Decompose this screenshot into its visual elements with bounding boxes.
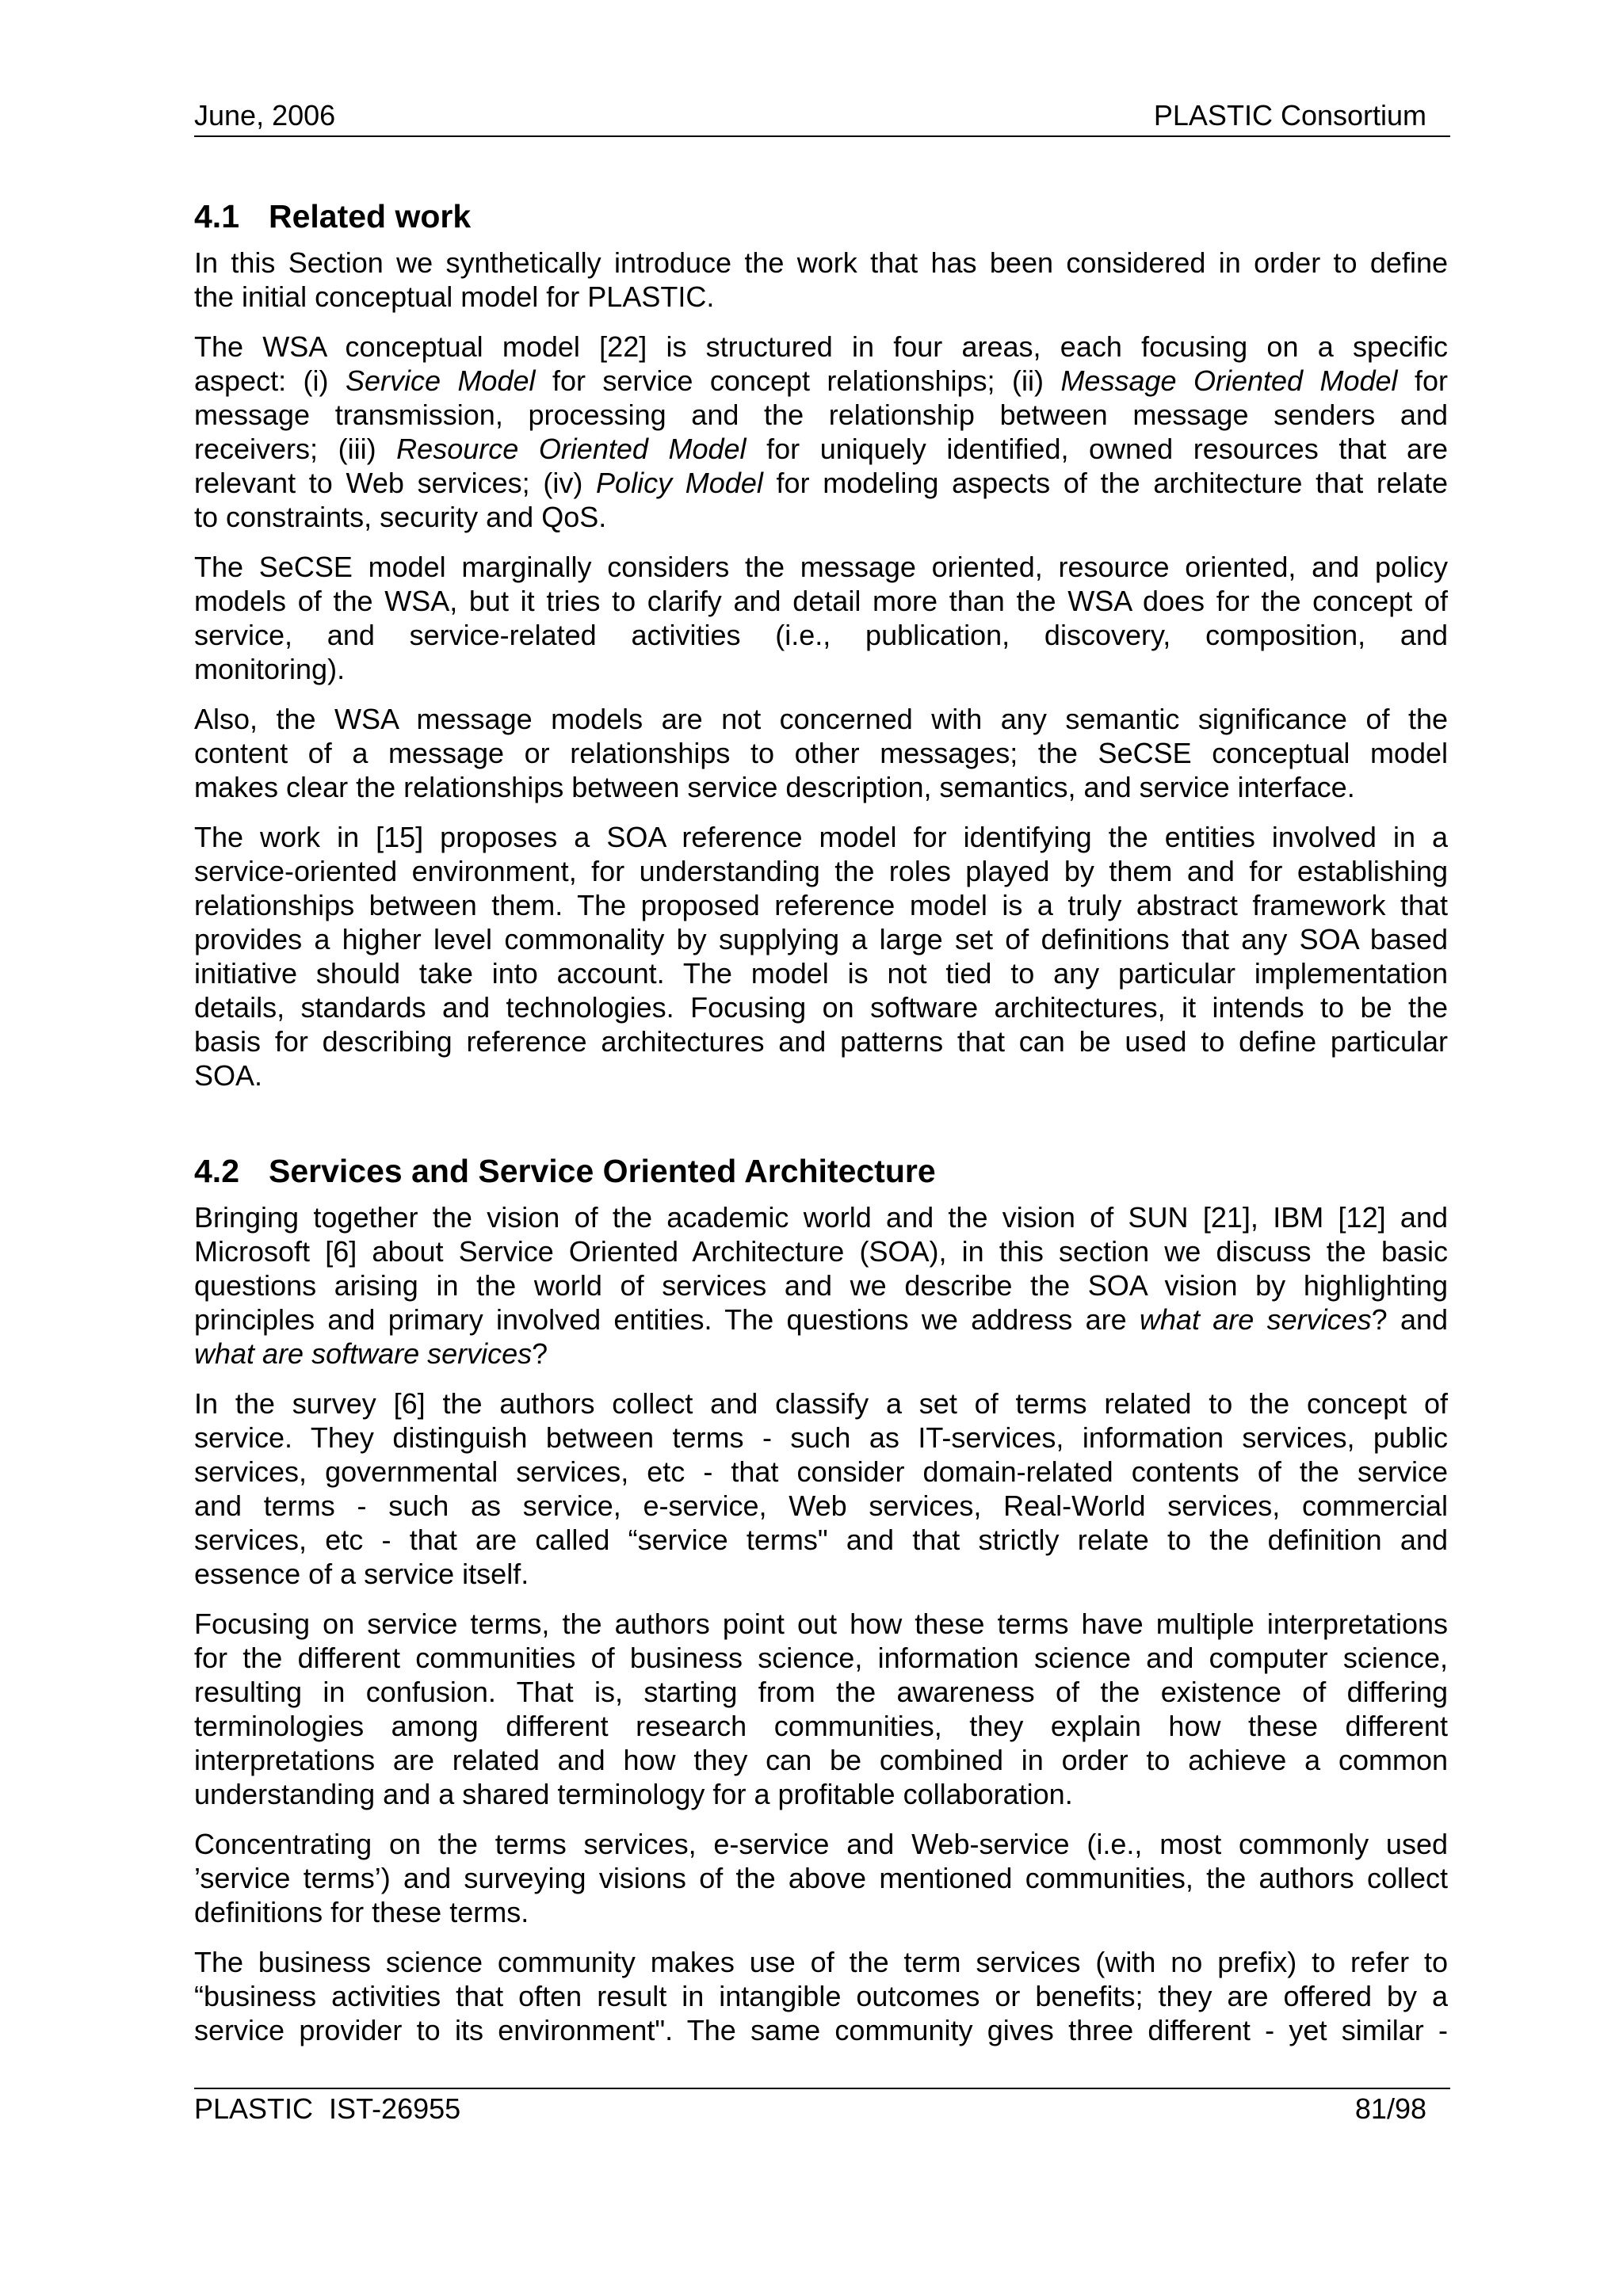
text-run: initiative should take into account. The model is not tied to any particular implementation	[194, 957, 1448, 990]
page-number: 81/98	[1354, 2092, 1426, 2125]
text-run: The work in [15] proposes a SOA reference model for identifying the entities involved in a	[194, 821, 1448, 853]
text-run: ?	[532, 1337, 548, 1370]
text-line	[194, 1861, 1448, 1895]
paragraph	[194, 1386, 1448, 1591]
text-line	[194, 854, 1448, 888]
text-run: The WSA conceptual model [22] is structured in four areas, each focusing on a specific	[194, 330, 1448, 363]
text-line	[194, 1557, 1448, 1591]
text-run: service-oriented environment, for understanding the roles played by them and for establishing	[194, 855, 1448, 887]
text-run: In the survey [6] the authors collect and classify a set of terms related to the concept of	[194, 1387, 1448, 1420]
text-run: and terms - such as service, e-service, Web services, Real-World services, commercial	[194, 1489, 1448, 1522]
text-line	[194, 1641, 1448, 1675]
text-run: relevant to Web services; (iv)	[194, 467, 597, 499]
text-line	[194, 330, 1448, 364]
text-line	[194, 1489, 1448, 1523]
text-run: The SeCSE model marginally considers the message oriented, resource oriented, and policy	[194, 551, 1448, 583]
section-heading	[194, 1151, 1448, 1191]
footer-divider	[194, 2088, 1450, 2089]
text-run: Bringing together the vision of the academic world and the vision of SUN [21], IBM [12] and	[194, 1201, 1448, 1234]
section-paragraphs	[194, 1200, 1448, 2047]
text-run: ? and	[1371, 1303, 1449, 1336]
text-run: basis for describing reference architectures and patterns that can be used to define particular	[194, 1025, 1448, 1058]
italic-term: what are software services	[194, 1337, 533, 1370]
text-line	[194, 702, 1448, 736]
text-line	[194, 1337, 1448, 1371]
text-line	[194, 956, 1448, 990]
text-run: SOA.	[194, 1059, 263, 1092]
italic-term: what are services	[1139, 1303, 1372, 1336]
section-title: Services and Service Oriented Architecture	[269, 1153, 936, 1189]
text-line	[194, 1268, 1448, 1302]
text-line	[194, 432, 1448, 466]
text-run: receivers; (iii)	[194, 433, 397, 465]
paragraph	[194, 1200, 1448, 1371]
text-line	[194, 584, 1448, 618]
text-line	[194, 820, 1448, 854]
text-line	[194, 888, 1448, 922]
section-number: 4.2	[194, 1153, 239, 1189]
text-run: principles and primary involved entities. The questions we address are	[194, 1303, 1140, 1336]
paragraph	[194, 246, 1448, 314]
text-line	[194, 1979, 1448, 2013]
text-line	[194, 1455, 1448, 1489]
italic-term: Policy Model	[596, 467, 763, 499]
section-number: 4.1	[194, 198, 239, 235]
italic-term: Service Model	[345, 364, 536, 397]
text-line	[194, 500, 1448, 534]
text-run: for modeling aspects of the architecture that relate	[762, 467, 1448, 499]
section-4-2	[194, 1151, 1448, 2047]
text-line	[194, 246, 1448, 280]
text-run: models of the WSA, but it tries to clarify and detail more than the WSA does for the concept of	[194, 585, 1448, 617]
header-date: June, 2006	[194, 99, 336, 132]
text-run: services, governmental services, etc - that consider domain-related contents of the service	[194, 1455, 1448, 1488]
text-run: interpretations are related and how they can be combined in order to achieve a common	[194, 1744, 1448, 1776]
text-line	[194, 1675, 1448, 1709]
text-run: relationships between them. The proposed reference model is a truly abstract framework that	[194, 889, 1448, 921]
text-line	[194, 550, 1448, 584]
paragraph	[194, 1945, 1448, 2047]
text-run: Also, the WSA message models are not concerned with any semantic significance of the	[194, 703, 1448, 735]
text-line	[194, 990, 1448, 1024]
text-line	[194, 770, 1448, 804]
text-line	[194, 2013, 1448, 2047]
text-line	[194, 1024, 1448, 1058]
italic-term: Message Oriented Model	[1060, 364, 1398, 397]
text-line	[194, 1827, 1448, 1861]
text-line	[194, 364, 1448, 398]
paragraph	[194, 820, 1448, 1093]
running-header	[194, 98, 1426, 133]
text-run: “business activities that often result in intangible outcomes or benefits; they are offered by a	[194, 1980, 1448, 2012]
text-run: Focusing on service terms, the authors point out how these terms have multiple interpretations	[194, 1608, 1448, 1640]
text-run: service provider to its environment". The same community gives three different - yet similar -	[194, 2014, 1448, 2046]
text-run: aspect: (i)	[194, 364, 346, 397]
text-run: The business science community makes use of the term services (with no prefix) to refer to	[194, 1946, 1448, 1978]
section-paragraphs	[194, 246, 1448, 1093]
text-run: content of a message or relationships to other messages; the SeCSE conceptual model	[194, 737, 1448, 769]
text-run: service. They distinguish between terms - such as IT-services, information services, public	[194, 1421, 1448, 1454]
text-run: definitions for these terms.	[194, 1896, 529, 1928]
text-line	[194, 1945, 1448, 1979]
paragraph	[194, 1827, 1448, 1929]
text-run: questions arising in the world of services and we describe the SOA vision by highlighting	[194, 1269, 1448, 1302]
header-divider	[194, 135, 1450, 137]
section-4-1	[194, 196, 1448, 1093]
text-run: for	[1397, 364, 1449, 397]
text-run: to constraints, security and QoS.	[194, 501, 607, 533]
text-run: services, etc - that are called “service terms" and that strictly relate to the definition and	[194, 1524, 1448, 1556]
text-run: the initial conceptual model for PLASTIC.	[194, 280, 715, 313]
text-line	[194, 1607, 1448, 1641]
text-line	[194, 1302, 1448, 1337]
text-run: terminologies among different research communities, they explain how these different	[194, 1710, 1448, 1742]
text-line	[194, 1709, 1448, 1743]
text-run: for uniquely identified, owned resources that are	[746, 433, 1449, 465]
text-run: message transmission, processing and the relationship between message senders and	[194, 399, 1448, 431]
section-title: Related work	[269, 198, 472, 235]
text-run: Microsoft [6] about Service Oriented Architecture (SOA), in this section we discuss the basic	[194, 1235, 1448, 1268]
text-line	[194, 1386, 1448, 1421]
italic-term: Resource Oriented Model	[396, 433, 747, 465]
text-line	[194, 618, 1448, 652]
text-run: In this Section we synthetically introduce the work that has been considered in order to define	[194, 246, 1448, 279]
text-line	[194, 280, 1448, 314]
paragraph	[194, 702, 1448, 804]
text-run: provides a higher level commonality by supplying a large set of definitions that any SOA based	[194, 923, 1448, 955]
text-line	[194, 1895, 1448, 1929]
text-line	[194, 922, 1448, 956]
text-run: for service concept relationships; (ii)	[535, 364, 1061, 397]
text-run: monitoring).	[194, 653, 346, 685]
text-run: makes clear the relationships between service description, semantics, and service interface.	[194, 771, 1355, 803]
text-line	[194, 398, 1448, 432]
text-run: understanding and a shared terminology for a profitable collaboration.	[194, 1778, 1073, 1810]
text-line	[194, 652, 1448, 686]
text-line	[194, 736, 1448, 770]
text-run: ’service terms’) and surveying visions of the above mentioned communities, the authors collect	[194, 1862, 1448, 1894]
text-run: Concentrating on the terms services, e-service and Web-service (i.e., most commonly used	[194, 1828, 1448, 1860]
text-line	[194, 1777, 1448, 1811]
text-run: details, standards and technologies. Focusing on software architectures, it intends to be the	[194, 991, 1448, 1024]
header-consortium: PLASTIC Consortium	[1153, 99, 1426, 132]
running-footer	[194, 2092, 1426, 2126]
text-line	[194, 1200, 1448, 1234]
text-run: for the different communities of business science, information science and computer science,	[194, 1642, 1448, 1674]
text-line	[194, 1743, 1448, 1777]
paragraph	[194, 550, 1448, 686]
text-line	[194, 466, 1448, 500]
text-line	[194, 1234, 1448, 1268]
text-line	[194, 1523, 1448, 1557]
text-run: essence of a service itself.	[194, 1558, 529, 1590]
footer-project-id: PLASTIC IST-26955	[194, 2092, 461, 2125]
section-heading	[194, 196, 1448, 236]
text-line	[194, 1421, 1448, 1455]
paragraph	[194, 330, 1448, 534]
text-line	[194, 1058, 1448, 1093]
text-run: resulting in confusion. That is, starting from the awareness of the existence of differing	[194, 1676, 1448, 1708]
text-run: service, and service-related activities (i.e., publication, discovery, composition, and	[194, 619, 1448, 651]
paragraph	[194, 1607, 1448, 1811]
page-body	[194, 196, 1448, 2047]
